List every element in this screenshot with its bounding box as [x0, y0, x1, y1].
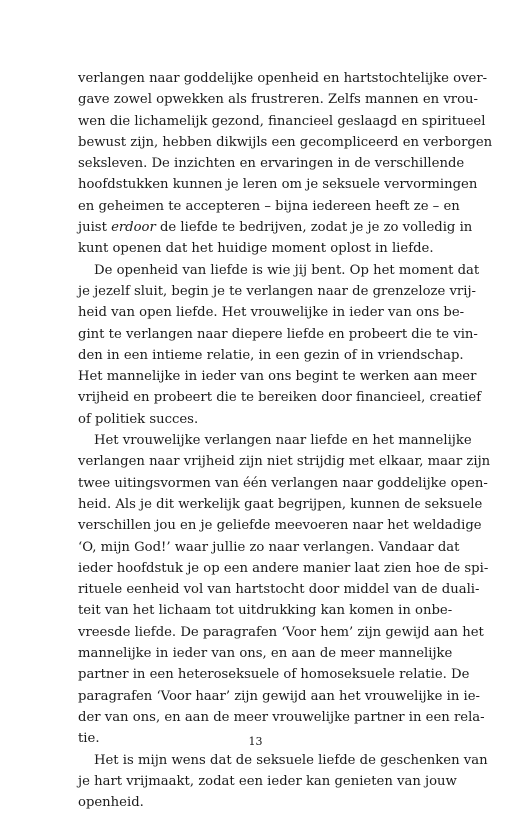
text-line: vrijheid en probeert die te bereiken door financieel, creatief — [78, 387, 440, 408]
text-line: gint te verlangen naar diepere liefde en probeert die te vin- — [78, 324, 440, 345]
text-line: verlangen naar goddelijke openheid en hartstochtelijke over- — [78, 68, 440, 89]
paragraph-2 — [78, 260, 440, 430]
paragraph-4 — [78, 750, 440, 813]
text-line: verschillen jou en je geliefde meevoeren naar het weldadige — [78, 515, 440, 536]
text-line: vreesde liefde. De paragrafen ‘Voor hem’ zijn gewijd aan het — [78, 622, 440, 643]
text-line: rituele eenheid vol van hartstocht door middel van de duali- — [78, 579, 440, 600]
text-line: mannelijke in ieder van ons, en aan de meer mannelijke — [78, 643, 440, 664]
text-line: verlangen naar vrijheid zijn niet strijdig met elkaar, maar zijn — [78, 451, 440, 472]
text-line: en geheimen te accepteren – bijna iedereen heeft ze – en — [78, 196, 440, 217]
text-line: paragrafen ‘Voor haar’ zijn gewijd aan het vrouwelijke in ie- — [78, 686, 440, 707]
text-line: ieder hoofdstuk je op een andere manier laat zien hoe de spi- — [78, 558, 440, 579]
text-line: openheid. — [78, 792, 440, 813]
text-line: De openheid van liefde is wie jij bent. Op het moment dat — [78, 260, 440, 281]
text-line: je hart vrijmaakt, zodat een ieder kan genieten van jouw — [78, 771, 440, 792]
text-line: den in een intieme relatie, in een gezin of in vriendschap. — [78, 345, 440, 366]
text-line: bewust zijn, hebben dikwijls een gecompliceerd en verborgen — [78, 132, 440, 153]
text-line: Het vrouwelijke verlangen naar liefde en het mannelijke — [78, 430, 440, 451]
text-line: hoofdstukken kunnen je leren om je seksuele vervormingen — [78, 174, 440, 195]
paragraph-1 — [78, 68, 440, 260]
text-line: twee uitingsvormen van één verlangen naar goddelijke open- — [78, 473, 440, 494]
text-line-with-italic: juist erdoor de liefde te bedrijven, zodat je je zo volledig in — [78, 217, 440, 238]
text-line: wen die lichamelijk gezond, financieel geslaagd en spiritueel — [78, 111, 440, 132]
text-line: Het mannelijke in ieder van ons begint te werken aan meer — [78, 366, 440, 387]
text-line: der van ons, en aan de meer vrouwelijke partner in een rela- — [78, 707, 440, 728]
text-line: ‘O, mijn God!’ waar jullie zo naar verlangen. Vandaar dat — [78, 537, 440, 558]
text-line: teit van het lichaam tot uitdrukking kan komen in onbe- — [78, 600, 440, 621]
text-line: heid van open liefde. Het vrouwelijke in ieder van ons be- — [78, 302, 440, 323]
text-line: gave zowel opwekken als frustreren. Zelfs mannen en vrou- — [78, 89, 440, 110]
text-line: seksleven. De inzichten en ervaringen in de verschillende — [78, 153, 440, 174]
page-number: 13 — [0, 735, 511, 748]
text-line: of politiek succes. — [78, 409, 440, 430]
text-line: tie. — [78, 728, 440, 749]
italic-word: erdoor — [111, 220, 156, 235]
page-body — [78, 68, 440, 813]
text-line: je jezelf sluit, begin je te verlangen naar de grenzeloze vrij- — [78, 281, 440, 302]
text-line: partner in een heteroseksuele of homoseksuele relatie. De — [78, 664, 440, 685]
text-line: Het is mijn wens dat de seksuele liefde de geschenken van — [78, 750, 440, 771]
text-line: heid. Als je dit werkelijk gaat begrijpen, kunnen de seksuele — [78, 494, 440, 515]
text-line: kunt openen dat het huidige moment oplost in liefde. — [78, 238, 440, 259]
paragraph-3 — [78, 430, 440, 749]
